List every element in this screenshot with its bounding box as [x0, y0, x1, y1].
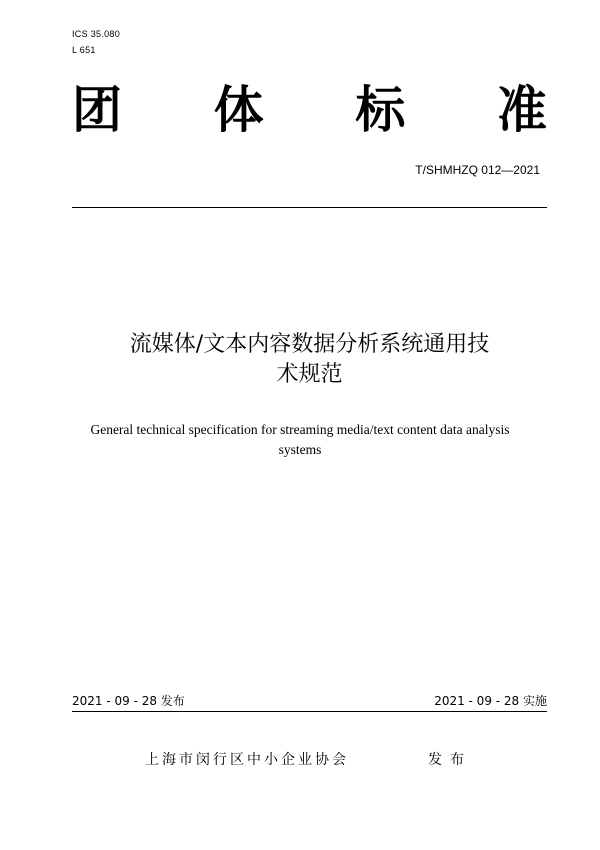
category-char-4: 准: [496, 81, 547, 139]
implement-date: 2021 - 09 - 28 实施: [434, 694, 547, 708]
chinese-title-line-1: 流媒体/文本内容数据分析系统通用技: [129, 332, 490, 357]
english-title-line-1: General technical specification for streaming media/text content data analysis: [90, 422, 510, 437]
english-title-line-2: systems: [278, 442, 322, 457]
standard-number: T/SHMHZQ 012—2021: [415, 163, 540, 177]
english-title: [60, 420, 540, 460]
category-char-3: 标: [355, 81, 406, 139]
publish-label: 发布: [428, 752, 472, 768]
publisher-name: 上海市闵行区中小企业协会: [145, 752, 349, 768]
footer-divider: [72, 711, 547, 712]
publish-date: 2021 - 09 - 28 发布: [72, 694, 185, 708]
standard-category-title: [72, 82, 547, 138]
chinese-title-line-2: 术规范: [276, 362, 343, 387]
chinese-title: [72, 330, 547, 390]
ccs-code: L 651: [72, 45, 96, 55]
category-char-2: 体: [213, 81, 264, 139]
category-char-1: 团: [72, 81, 122, 139]
ics-code: ICS 35.080: [72, 29, 121, 39]
header-divider: [72, 207, 547, 208]
